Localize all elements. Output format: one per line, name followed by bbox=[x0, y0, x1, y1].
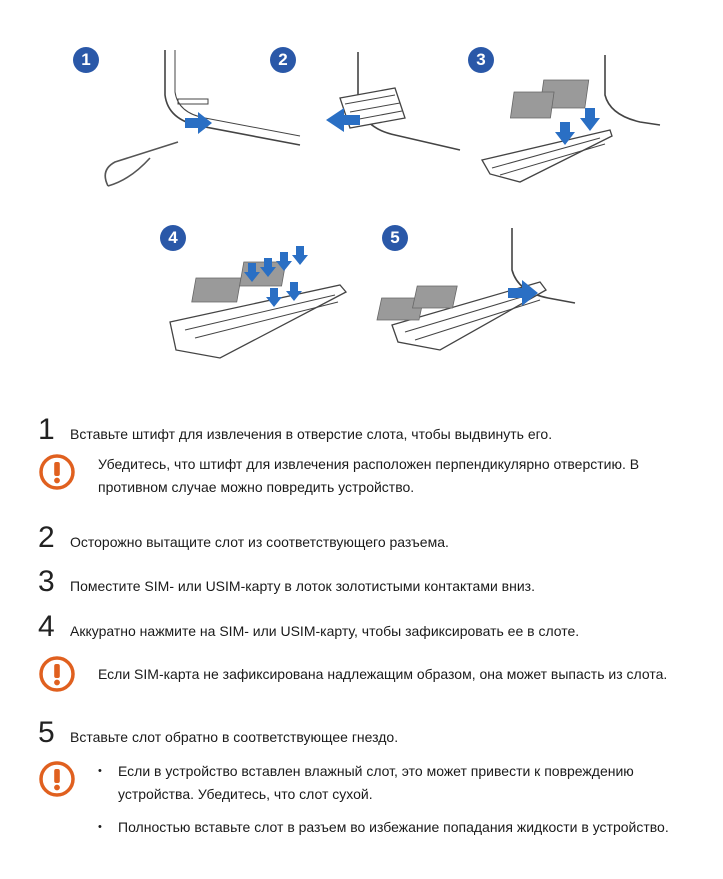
sim-install-illustration bbox=[0, 0, 723, 400]
panel-2-pull-tray bbox=[326, 52, 460, 150]
step-text: Вставьте слот обратно в соответствующее гнездо. bbox=[70, 729, 399, 745]
caution-2 bbox=[38, 655, 678, 693]
bullet-item: • Если в устройство вставлен влажный слот, это может привести к повреждению устройства. Убедитесь, что слот сухой. bbox=[98, 760, 678, 806]
panel-1-eject-pin bbox=[105, 50, 300, 186]
step-text: Вставьте штифт для извлечения в отверстие слота, чтобы выдвинуть его. bbox=[70, 426, 553, 442]
step-5 bbox=[38, 718, 398, 748]
panel-5-reinsert-tray bbox=[377, 228, 575, 350]
insert-arrow-icon bbox=[185, 112, 212, 134]
step-badge-2: 2 bbox=[270, 47, 296, 73]
panel-4-press-sim bbox=[170, 246, 346, 358]
caution-icon bbox=[38, 655, 76, 693]
caution-icon bbox=[38, 453, 76, 491]
step-badge-4: 4 bbox=[160, 225, 186, 251]
panel-3-place-sim bbox=[482, 55, 660, 182]
step-number: 4 bbox=[38, 610, 55, 643]
step-text: Аккуратно нажмите на SIM- или USIM-карту, чтобы зафиксировать ее в слоте. bbox=[70, 623, 580, 639]
step-1 bbox=[38, 415, 552, 445]
step-badge-5: 5 bbox=[382, 225, 408, 251]
caution-text: Убедитесь, что штифт для извлечения расположен перпендикулярно отверстию. В противном случае можно повредить устройство. bbox=[98, 456, 640, 495]
caution-icon bbox=[38, 760, 76, 798]
step-number: 3 bbox=[38, 565, 55, 598]
step-2 bbox=[38, 523, 449, 553]
step-4 bbox=[38, 612, 579, 642]
caution-1 bbox=[38, 453, 678, 499]
caution-bullets bbox=[98, 760, 678, 849]
step-badge-1: 1 bbox=[73, 47, 99, 73]
step-number: 2 bbox=[38, 521, 55, 554]
caution-3 bbox=[38, 760, 678, 849]
press-arrow-icon bbox=[292, 246, 308, 265]
step-3 bbox=[38, 567, 535, 597]
bullet-item: • Полностью вставьте слот в разъем во избежание попадания жидкости в устройство. bbox=[98, 816, 678, 839]
down-arrow-icon bbox=[580, 108, 600, 131]
bullet-list bbox=[98, 760, 678, 839]
illustration-canvas bbox=[0, 0, 723, 400]
step-text: Поместите SIM- или USIM-карту в лоток золотистыми контактами вниз. bbox=[70, 578, 535, 594]
caution-text: Если SIM-карта не зафиксирована надлежащим образом, она может выпасть из слота. bbox=[98, 666, 668, 682]
step-number: 5 bbox=[38, 716, 55, 749]
step-text: Осторожно вытащите слот из соответствующего разъема. bbox=[70, 534, 449, 550]
step-badge-3: 3 bbox=[468, 47, 494, 73]
step-number: 1 bbox=[38, 413, 55, 446]
